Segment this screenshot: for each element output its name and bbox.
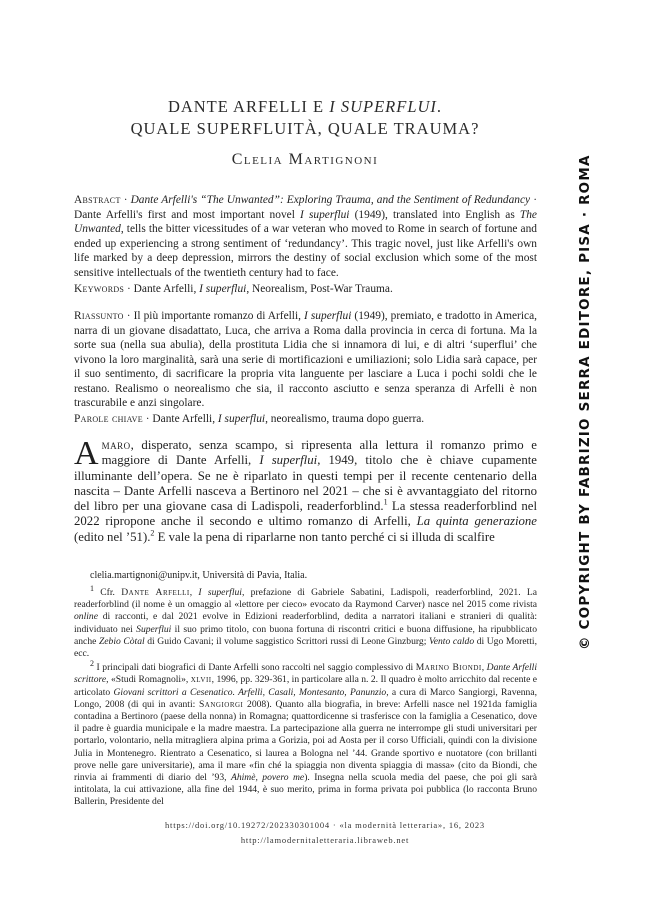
note-italic: Ahimè, povero me [230,772,305,784]
note-smallcaps: Sangiorgi [198,698,244,710]
note-text: 2008). Quanto alla biografia, in breve: Arfelli nasce nel 1921da famiglia contadina a Bertinoro (paese della nonna) in Romagna; quattordicenne si trasferisce con la famiglia a Cesenatico, dove il padre è guardia municipale e la madre maestra. La partecipazione alla guerra ne interrompe gli studi universitari per portarlo, volontario, nella mitragliera alpina prima a Gorizia, poi ad Aosta per il corso Ufficiali, quindi con la divisione Julia in Montenegro. Rientrato a Cesenatico, si laurea a Bologna nel ’44. Grande sportivo e nuotatore (con brillanti prove nelle gare universitarie), ama il mare «fin ché la spiaggia non diventa spiaggia di massa» (cito da Biondi, che rinvia ai frammenti di diario del ’93, [74,698,537,784]
body-span: La stessa readerforblind nel 2022 ripropone anche il secondo e ultimo romanzo di Arfelli, [74,499,537,529]
footnote-2 [74,659,538,808]
title-line-1 [60,96,550,118]
body-lead: maro [101,438,131,452]
footnotes [74,583,538,811]
article-title [60,96,550,140]
riassunto-text: (1949), premiato, e tradotto in America, narra di un giovane disadattato, Luca, che arriva a Roma dalla provincia in cerca di fortuna. Ma la sorte sua (nella sua abulia), della prostituta Lidia che si innamora di lui, e di altri ‘superflui’ che vivono la loro marginalità, sarà una serie di mortificazioni e umiliazioni; solo Lidia sarà capace, per il suo sentimento, di sacrificare la propria vita languente per lasciare a Luca i pochi soldi che le restano. Realismo o neorealismo che sia, il racconto asciutto e senza speranza di Arfelli è non trascurabile e anzi singolare. [74,310,537,409]
body-span: , disperato, senza scampo, si ripresenta alla lettura il romanzo primo e maggiore di Dante Arfelli, [101,438,537,468]
body-span: E vale la pena di riparlarne non tanto perché ci si illuda di scalfire [154,529,495,544]
note-smallcaps: Marino Biondi [415,662,482,674]
parole-italic: I superflui [217,413,266,425]
keywords-label: Keywords [74,283,125,295]
parole-label: Parole chiave [74,413,143,425]
note-smallcaps: Dante Arfelli [121,587,190,598]
title-line-2: QUALE SUPERFLUITÀ, QUALE TRAUMA? [130,119,480,138]
footnote-number: 2 [90,659,94,669]
note-text: , «Studi Romagnoli», [106,674,191,686]
title-text: DANTE ARFELLI E [167,97,330,116]
website-link[interactable]: http://lamodernitaletteraria.libraweb.net [240,835,410,845]
note-text: , 1996, pp. 329-361, in particolare alla n. 2. Il quadro è molto arricchito dal recente e articolato [74,674,538,698]
riassunto-italic: I superflui [304,310,352,322]
note-italic: Superflui [136,623,172,635]
abstract-text: · Dante Arfelli's first and most important novel [74,194,537,221]
note-text: di racconti, e dal 2021 evolve in Edizioni readerforblind, dedita a narratori italiani e stranieri di qualità: individuato nei [74,611,537,635]
note-text: il suo primo titolo, con buona fortuna di riscontri critici e buona diffusione, ha ripubblicato anche [74,623,537,647]
note-italic: Zebio Còtal [98,635,145,647]
separator: · [120,194,131,206]
title-punct: . [436,97,443,116]
title-italic-text: I SUPERFLUI [329,97,437,116]
note-text: , [189,587,199,598]
footnote-1 [74,583,537,660]
abstract-label: Abstract [74,194,121,206]
body-italic: La quinta generazione [416,514,537,529]
note-text: I principali dati biografici di Dante Arfelli sono raccolti nel saggio complessivo di [94,662,416,674]
note-text: , prefazione di Gabriele Sabatini, Ladispoli, readerforblind, 2021. La readerforblind (il nome è un omaggio al «lettore per cieco» evocato da Raymond Carver) nasce nel 2015 come rivista [74,587,537,611]
copyright-sidebar: © COPYRIGHT BY FABRIZIO SERRA EDITORE, PISA · ROMA [577,154,593,650]
doi-link[interactable]: https://doi.org/10.19272/202330301004 · «la modernità letteraria», 16, 2023 [164,820,485,830]
abstract-text: , tells the bitter vicessitudes of a war veteran who moved to Rome in search of fortune and ended up experiencing a strong sentiment of ‘redundancy’. This tragic novel, just like Arfelli's own life marked by a deep depression, mirrors the destiny of social exclusion which some of the most sensitive intellectuals of the twentieth century had to face. [74,223,537,279]
body-span: (edito nel ’51). [74,529,151,544]
keywords-italic: I superflui [199,283,247,295]
body-italic: I superflui [259,453,318,468]
body-span: , 1949, titolo che è chiave cupamente illuminante dell’opera. Se ne è riparlato in questi tempi per il recente centenario della nascita – Dante Arfelli nasceva a Bertinoro nel 2021 – che si è avvantaggiato del ritorno del libro per una giovane casa di Ladispoli, readerforblind. [74,453,537,514]
note-text: ). Insegna nella scuola media del paese, che poi gli sarà intitolata, la cui attivazione, alla fine del 1944, è suo merito, prima in forma privata poi pubblica (lo racconta Bruno Ballerin, Presidente del [74,772,538,808]
parole-text: , neorealismo, trauma dopo guerra. [265,413,425,425]
drop-cap: A [74,435,99,472]
note-text: di Ugo Moretti, ecc. [74,635,537,660]
keywords [74,282,537,297]
footnote-ref-2[interactable]: 2 [150,528,155,538]
keywords-text: · Dante Arfelli, [124,283,200,295]
body-text [74,435,537,545]
parole-text: · Dante Arfelli, [142,413,218,425]
note-italic: online [74,611,98,623]
note-italic: Dante Arfelli scrittore [74,662,538,686]
abstract [74,193,537,280]
note-text: , [481,662,487,674]
author-name: Clelia Martignoni [231,151,379,168]
abstract-italic: I superflui [300,208,350,221]
parole-chiave [74,412,537,427]
note-text: di Guido Cavani; il volume saggistico Scrittori russi di Leone Ginzburg; [144,635,429,647]
footnote-number: 1 [90,583,94,593]
riassunto [74,309,537,411]
note-smallcaps: xlvii [190,674,212,686]
note-italic: Giovani scrittori a Cesenatico. Arfelli, Casali, Montesanto, Panunzio [113,686,387,698]
author-contact: clelia.martignoni@unipv.it, Università di Pavia, Italia. [90,570,308,581]
note-italic: Vento caldo [428,635,475,647]
riassunto-text: · Il più importante romanzo di Arfelli, [123,310,305,322]
riassunto-label: Riassunto [74,310,124,322]
note-italic: I superflui [198,587,242,598]
abstract-italic: The Unwanted [74,208,537,235]
keywords-text: , Neorealism, Post-War Trauma. [246,283,393,295]
note-text: , a cura di Marco Sangiorgi, Ravenna, Longo, 2008 (di qui in avanti: [74,686,537,710]
footnote-ref-1[interactable]: 1 [383,497,388,507]
note-text: Cfr. [94,587,122,598]
abstract-text: (1949), translated into English as [349,208,520,221]
abstract-title: Dante Arfelli's “The Unwanted”: Exploring Trauma, and the Sentiment of Redundancy [130,194,531,206]
